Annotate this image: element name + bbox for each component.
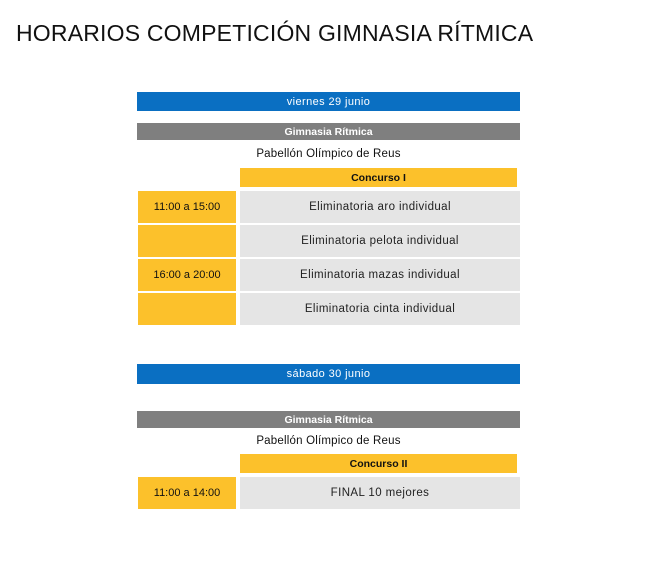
event-cell: FINAL 10 mejores — [240, 477, 520, 509]
event-cell: Eliminatoria pelota individual — [240, 225, 520, 257]
contest-header: Concurso II — [240, 454, 517, 473]
venue-label: Pabellón Olímpico de Reus — [256, 435, 401, 447]
page-title: HORARIOS COMPETICIÓN GIMNASIA RÍTMICA — [16, 20, 534, 46]
event-cell: Eliminatoria aro individual — [240, 191, 520, 223]
sport-header: Gimnasia Rítmica — [137, 411, 520, 428]
time-slot-cell — [138, 225, 236, 257]
contest-header: Concurso I — [240, 168, 517, 187]
time-slot-cell — [138, 293, 236, 325]
day-header-friday: viernes 29 junio — [137, 92, 520, 111]
venue-label: Pabellón Olímpico de Reus — [256, 148, 401, 160]
sport-header: Gimnasia Rítmica — [137, 123, 520, 140]
day-header-saturday: sábado 30 junio — [137, 364, 520, 384]
time-slot-cell: 11:00 a 14:00 — [138, 477, 236, 509]
time-slot-cell: 16:00 a 20:00 — [138, 259, 236, 291]
time-slot-cell: 11:00 a 15:00 — [138, 191, 236, 223]
event-cell: Eliminatoria mazas individual — [240, 259, 520, 291]
event-cell: Eliminatoria cinta individual — [240, 293, 520, 325]
